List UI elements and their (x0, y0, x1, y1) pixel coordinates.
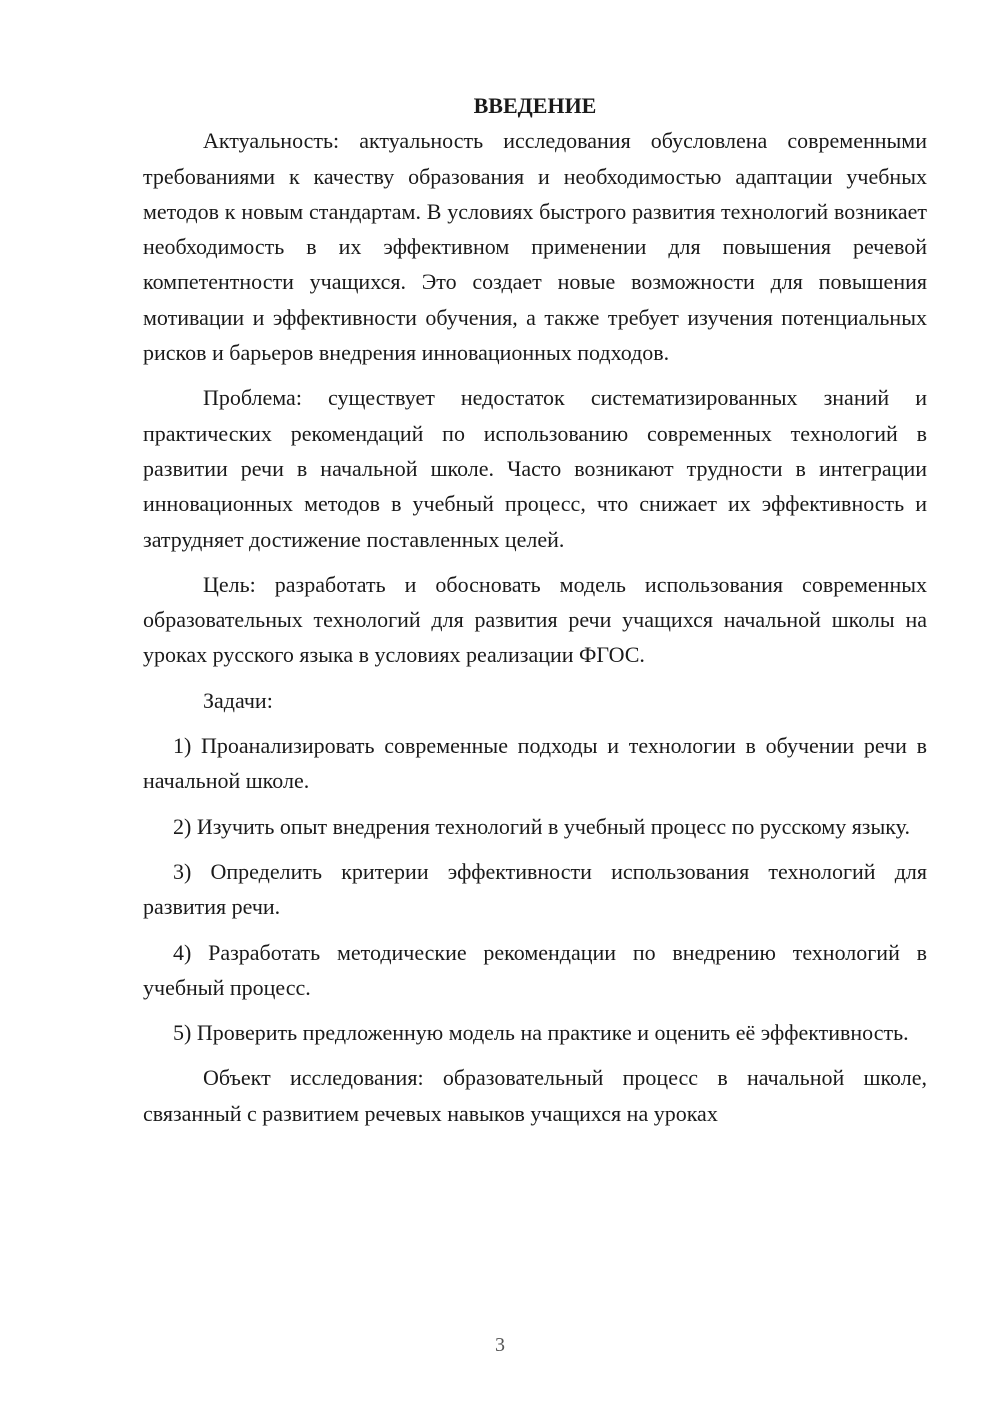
task-item-5: 5) Проверить предложенную модель на практике и оценить её эффективность. (173, 1020, 909, 1046)
section-heading: ВВЕДЕНИЕ (473, 93, 597, 118)
paragraph-object: Объект исследования: образовательный процесс в начальной школе, связанный с развитием речевых навыков учащихся на уроках (143, 1065, 927, 1126)
paragraph-goal: Цель: разработать и обосновать модель использования современных образовательных технологий для развития речи учащихся начальной школы на уроках русского языка в условиях реализации ФГОС. (143, 571, 927, 668)
task-item-1: 1) Проанализировать современные подходы и технологии в обучении речи в начальной школе. (143, 733, 927, 794)
paragraph-relevance: Актуальность: актуальность исследования обусловлена современными требованиями к качеству образования и необходимостью адаптации учебных методов к новым стандартам. В условиях быстрого развития технологий возникает необходимость в их эффективном применении для повышения речевой компетентности учащихся. Это создает новые возможности для повышения мотивации и эффективности обучения, а также требует изучения потенциальных рисков и барьеров внедрения инновационных подходов. (143, 128, 927, 366)
task-item-3: 3) Определить критерии эффективности использования технологий для развития речи. (143, 858, 927, 920)
page-number: 3 (495, 1334, 505, 1356)
task-item-4: 4) Разработать методические рекомендации по внедрению технологий в учебный процесс. (143, 939, 927, 1000)
task-item-2: 2) Изучить опыт внедрения технологий в учебный процесс по русскому языку. (173, 813, 910, 839)
page-body (143, 88, 927, 1131)
paragraph-problem: Проблема: существует недостаток систематизированных знаний и практических рекомендаций по использованию современных технологий в развитии речи в начальной школе. Часто возникают трудности в интеграции инновационных методов в учебный процесс, что снижает их эффективность и затрудняет достижение поставленных целей. (143, 385, 927, 552)
tasks-label: Задачи: (203, 687, 273, 713)
